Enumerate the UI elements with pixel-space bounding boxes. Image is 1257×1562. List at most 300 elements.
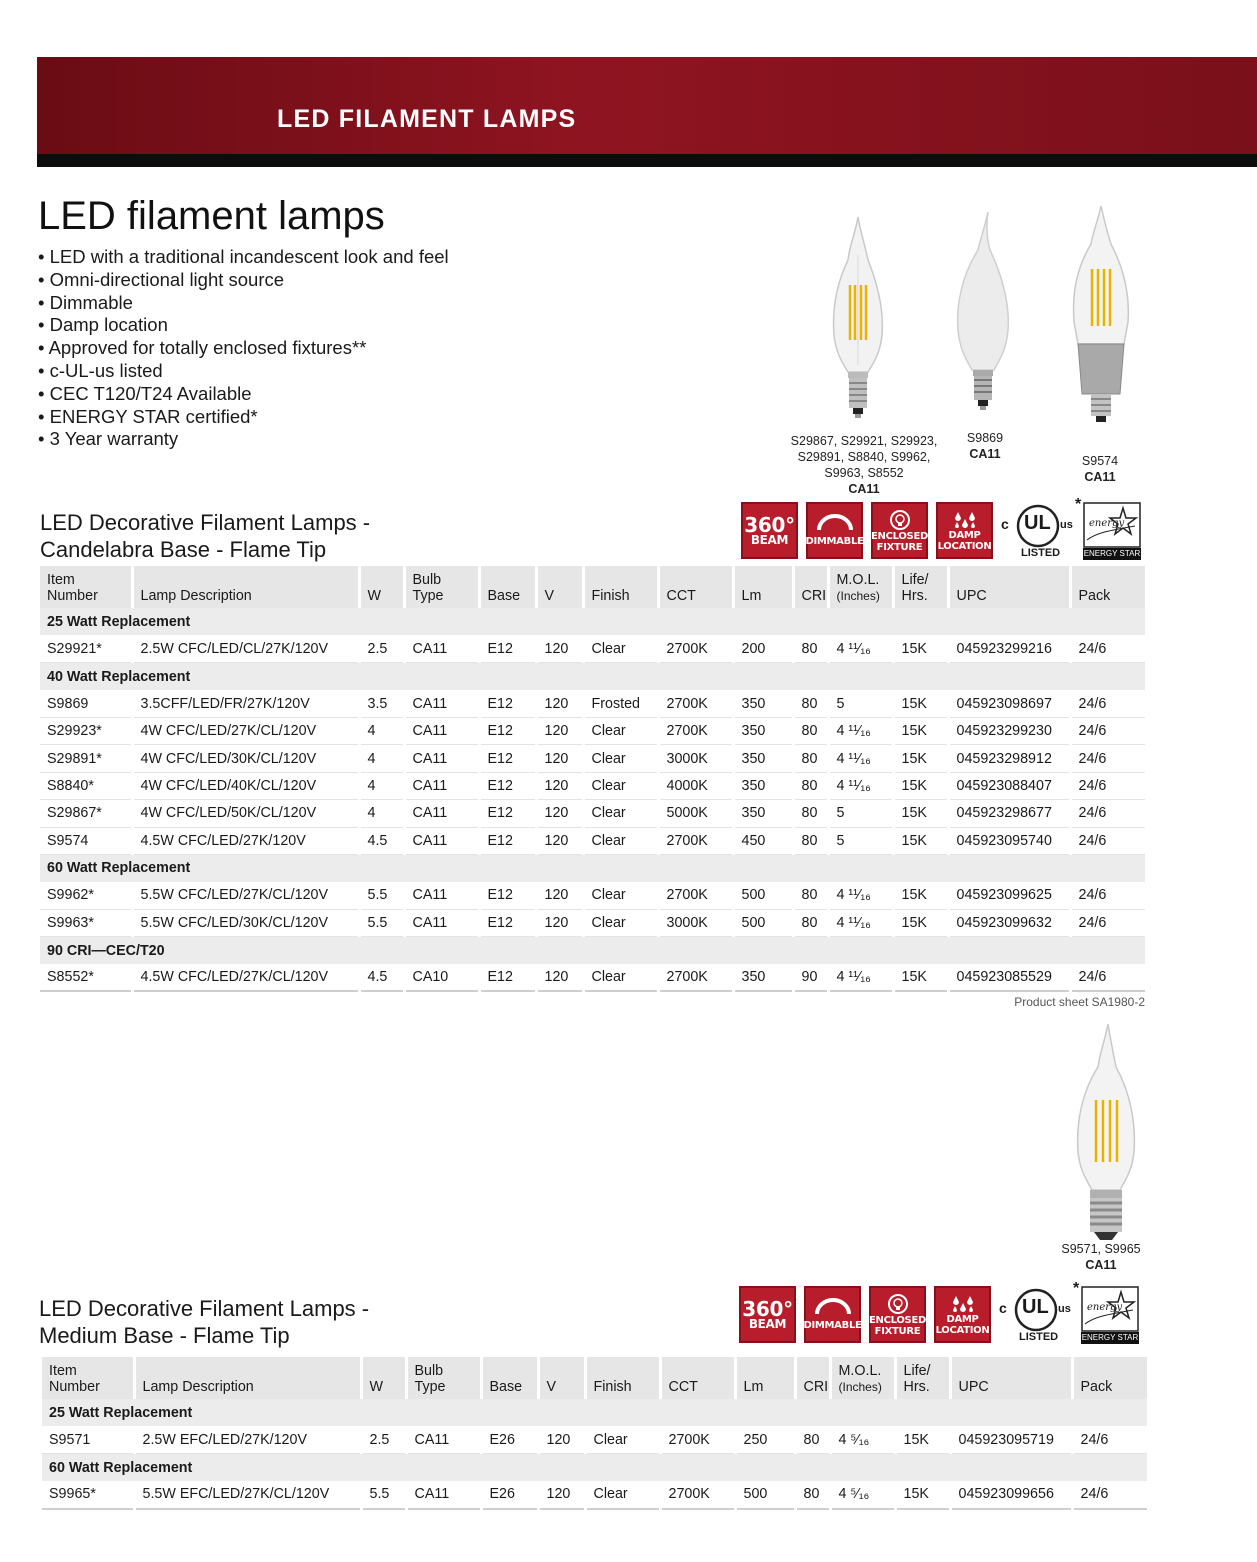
caption-type: CA11 <box>1084 470 1116 484</box>
cell-pack: 24/6 <box>1070 690 1145 717</box>
col-item-number: Item Number <box>40 566 132 608</box>
col-base: Base <box>479 566 536 608</box>
cell-finish: Clear <box>583 827 658 854</box>
beam-label: BEAM <box>750 533 789 547</box>
group-label: 40 Watt Replacement <box>40 663 1145 690</box>
cell-voltage: 120 <box>536 718 583 745</box>
cell-watts: 5.5 <box>361 1481 406 1508</box>
feature-item: • ENERGY STAR certified* <box>38 405 258 427</box>
cell-pack: 24/6 <box>1070 635 1145 662</box>
enclosed-fixture-badge <box>871 502 928 559</box>
group-header-row <box>42 1454 1147 1481</box>
group-label: 90 CRI—CEC/T20 <box>40 937 1145 964</box>
cell-bulb-type: CA11 <box>404 635 479 662</box>
cell-cri: 80 <box>795 1426 830 1453</box>
table-body <box>40 608 1145 991</box>
dimmable-badge <box>804 1286 861 1343</box>
cell-cri: 80 <box>793 745 828 772</box>
cell-base: E12 <box>479 772 536 799</box>
caption-line: S9869 <box>966 431 1004 445</box>
cell-cri: 80 <box>793 827 828 854</box>
cell-mol: 5 <box>828 800 893 827</box>
col-cct: CCT <box>658 566 733 608</box>
cell-life-hours: 15K <box>893 690 948 717</box>
cell-upc: 045923085529 <box>948 964 1070 991</box>
cell-lumens: 500 <box>735 1481 795 1508</box>
cell-item-number: S9963* <box>40 909 132 936</box>
cell-mol: 4 ⁵⁄₁₆ <box>830 1426 895 1453</box>
cell-bulb-type: CA11 <box>404 690 479 717</box>
cell-mol: 4 ¹¹⁄₁₆ <box>828 635 893 662</box>
feature-item: • Dimmable <box>38 291 133 313</box>
energy-script-label: energy <box>1089 518 1125 529</box>
cell-life-hours: 15K <box>893 745 948 772</box>
cell-bulb-type: CA11 <box>404 827 479 854</box>
caption-line: S9574 <box>1081 454 1119 468</box>
col-lumens: Lm <box>735 1357 795 1399</box>
cell-base: E12 <box>479 882 536 909</box>
cell-cct: 2700K <box>660 1481 735 1508</box>
cell-cct: 2700K <box>658 718 733 745</box>
col-pack: Pack <box>1070 566 1145 608</box>
col-base: Base <box>481 1357 538 1399</box>
col-cri: CRI <box>793 566 828 608</box>
c-ul-us-listed-mark <box>1001 502 1075 562</box>
clear-flame-bulb-image <box>828 215 888 420</box>
cell-pack: 24/6 <box>1070 800 1145 827</box>
feature-item: • LED with a traditional incandescent look and feel <box>38 246 449 267</box>
cell-cri: 80 <box>793 909 828 936</box>
cell-watts: 4 <box>359 745 404 772</box>
table-row <box>40 964 1145 991</box>
col-upc: UPC <box>950 1357 1072 1399</box>
cell-watts: 2.5 <box>361 1426 406 1453</box>
cell-lamp-description: 5.5W CFC/LED/30K/CL/120V <box>132 909 359 936</box>
cell-lamp-description: 4.5W CFC/LED/27K/CL/120V <box>132 964 359 991</box>
feature-item: • Approved for totally enclosed fixtures** <box>38 337 367 359</box>
spec-table-medium <box>42 1357 1147 1510</box>
cell-voltage: 120 <box>538 1426 585 1453</box>
cell-life-hours: 15K <box>893 635 948 662</box>
enclosed-fixture-icon <box>887 1293 909 1315</box>
page-title: LED filament lamps <box>38 194 385 238</box>
cell-cct: 2700K <box>658 882 733 909</box>
cell-watts: 4 <box>359 772 404 799</box>
cell-base: E12 <box>479 909 536 936</box>
cell-lamp-description: 4W CFC/LED/50K/CL/120V <box>132 800 359 827</box>
cell-watts: 4.5 <box>359 827 404 854</box>
cell-mol: 4 ¹¹⁄₁₆ <box>828 909 893 936</box>
col-finish: Finish <box>585 1357 660 1399</box>
section-title-line: LED Decorative Filament Lamps - <box>39 1296 370 1321</box>
cell-pack: 24/6 <box>1070 745 1145 772</box>
dimmer-arc-icon <box>813 1298 853 1316</box>
cell-item-number: S9571 <box>42 1426 134 1453</box>
ul-c-label: c <box>999 1300 1007 1316</box>
cell-lumens: 350 <box>733 745 793 772</box>
table-header-row <box>40 566 1145 608</box>
ul-listed-label: LISTED <box>1019 1331 1059 1343</box>
cell-life-hours: 15K <box>893 882 948 909</box>
cell-cct: 5000K <box>658 800 733 827</box>
c-ul-us-listed-mark <box>999 1286 1073 1346</box>
cell-lumens: 350 <box>733 718 793 745</box>
cell-bulb-type: CA11 <box>404 718 479 745</box>
table-row <box>40 909 1145 936</box>
cell-cri: 80 <box>793 718 828 745</box>
table-row <box>40 635 1145 662</box>
cell-watts: 4.5 <box>359 964 404 991</box>
cell-upc: 045923099625 <box>948 882 1070 909</box>
cell-bulb-type: CA11 <box>406 1481 481 1508</box>
section-title-line: LED Decorative Filament Lamps - <box>40 510 371 535</box>
section-title <box>39 1295 369 1349</box>
certification-badges <box>739 1280 1139 1346</box>
cell-mol: 4 ⁵⁄₁₆ <box>830 1481 895 1508</box>
silver-neck-flame-bulb-image <box>1066 204 1136 429</box>
cell-lumens: 450 <box>733 827 793 854</box>
enclosed-fixture-icon <box>889 509 911 531</box>
ul-listed-label: LISTED <box>1021 547 1061 559</box>
cell-voltage: 120 <box>538 1481 585 1508</box>
cell-base: E12 <box>479 718 536 745</box>
cell-pack: 24/6 <box>1070 964 1145 991</box>
damp-location-badge <box>934 1286 991 1343</box>
cell-upc: 045923299230 <box>948 718 1070 745</box>
cell-upc: 045923099656 <box>950 1481 1072 1508</box>
bulb-caption <box>782 433 946 497</box>
cell-upc: 045923298677 <box>948 800 1070 827</box>
table-row <box>40 882 1145 909</box>
cell-item-number: S9574 <box>40 827 132 854</box>
caption-type: CA11 <box>969 447 1001 461</box>
spec-table-candelabra <box>40 566 1145 992</box>
cell-cct: 3000K <box>658 909 733 936</box>
cell-pack: 24/6 <box>1070 827 1145 854</box>
cell-life-hours: 15K <box>893 718 948 745</box>
col-mol: M.O.L. (Inches) <box>828 566 893 608</box>
ul-label: UL <box>1024 512 1051 534</box>
enclosed-fixture-badge <box>869 1286 926 1343</box>
dimmable-label: DIMMABLE <box>803 1320 862 1331</box>
caption-type: CA11 <box>1085 1258 1117 1272</box>
col-lumens: Lm <box>733 566 793 608</box>
col-mol: M.O.L. (Inches) <box>830 1357 895 1399</box>
cell-lumens: 350 <box>733 690 793 717</box>
cell-upc: 045923095719 <box>950 1426 1072 1453</box>
cell-base: E12 <box>479 964 536 991</box>
energy-star-asterisk: * <box>1075 496 1082 513</box>
caption-line: S29891, S8840, S9962, <box>797 450 931 464</box>
cell-lumens: 350 <box>733 964 793 991</box>
cell-bulb-type: CA11 <box>404 882 479 909</box>
caption-line: S9963, S8552 <box>824 466 904 480</box>
cell-finish: Clear <box>583 772 658 799</box>
damp-label: DAMP <box>948 529 981 541</box>
section-title <box>40 509 370 563</box>
beam-degree: ° <box>785 513 795 537</box>
caption-line: S9571, S9965 <box>1061 1242 1141 1256</box>
damp-location-badge <box>936 502 993 559</box>
cell-voltage: 120 <box>536 745 583 772</box>
col-voltage: V <box>536 566 583 608</box>
dimmable-badge <box>806 502 863 559</box>
ul-c-label: c <box>1001 516 1009 532</box>
beam-number: 360 <box>744 513 786 537</box>
cell-finish: Clear <box>583 718 658 745</box>
group-label: 60 Watt Replacement <box>42 1454 1147 1481</box>
col-upc: UPC <box>948 566 1070 608</box>
table-row <box>40 690 1145 717</box>
energy-star-mark <box>1073 1280 1139 1346</box>
fixture-label: FIXTURE <box>876 541 923 553</box>
cell-cri: 80 <box>793 690 828 717</box>
cell-lamp-description: 4W CFC/LED/27K/CL/120V <box>132 718 359 745</box>
cell-watts: 5.5 <box>359 882 404 909</box>
cell-base: E12 <box>479 827 536 854</box>
cell-voltage: 120 <box>536 964 583 991</box>
location-label: LOCATION <box>935 1324 990 1336</box>
col-cct: CCT <box>660 1357 735 1399</box>
table-row <box>40 718 1145 745</box>
360-beam-badge <box>739 1286 796 1343</box>
cell-cct: 2700K <box>660 1426 735 1453</box>
beam-number: 360 <box>742 1297 784 1321</box>
cell-item-number: S29867* <box>40 800 132 827</box>
cell-cri: 80 <box>793 800 828 827</box>
feature-item: • c-UL-us listed <box>38 359 163 381</box>
frosted-flame-bulb-image <box>952 210 1014 415</box>
cell-bulb-type: CA11 <box>404 909 479 936</box>
cell-finish: Clear <box>583 800 658 827</box>
table-row <box>42 1481 1147 1508</box>
col-watts: W <box>359 566 404 608</box>
feature-item: • Damp location <box>38 314 168 336</box>
cell-base: E26 <box>481 1426 538 1453</box>
energy-star-label: ENERGY STAR <box>1081 1333 1139 1342</box>
cell-finish: Clear <box>583 882 658 909</box>
cell-base: E12 <box>479 635 536 662</box>
cell-lamp-description: 5.5W EFC/LED/27K/CL/120V <box>134 1481 361 1508</box>
cell-base: E12 <box>479 690 536 717</box>
col-bulb-type: Bulb Type <box>406 1357 481 1399</box>
cell-bulb-type: CA11 <box>404 745 479 772</box>
group-header-row <box>42 1399 1147 1426</box>
product-sheet-note: Product sheet SA1980-2 <box>1014 995 1145 1009</box>
cell-cct: 2700K <box>658 827 733 854</box>
group-header-row <box>40 937 1145 964</box>
section-title-line: Candelabra Base - Flame Tip <box>40 537 327 562</box>
energy-star-asterisk: * <box>1073 1280 1080 1297</box>
cell-pack: 24/6 <box>1070 718 1145 745</box>
cell-mol: 4 ¹¹⁄₁₆ <box>828 964 893 991</box>
cell-lumens: 500 <box>733 882 793 909</box>
cell-finish: Clear <box>583 909 658 936</box>
cell-finish: Clear <box>583 964 658 991</box>
beam-label: BEAM <box>748 1317 787 1331</box>
feature-list <box>38 246 449 451</box>
cell-finish: Clear <box>585 1426 660 1453</box>
medium-base-flame-bulb-image <box>1068 1022 1144 1244</box>
cell-life-hours: 15K <box>893 772 948 799</box>
col-life-hours: Life/ Hrs. <box>895 1357 950 1399</box>
cell-lamp-description: 2.5W EFC/LED/27K/120V <box>134 1426 361 1453</box>
cell-life-hours: 15K <box>893 800 948 827</box>
cell-pack: 24/6 <box>1072 1481 1147 1508</box>
water-drops-icon <box>948 1294 978 1314</box>
energy-script-label: energy <box>1087 1302 1123 1313</box>
cell-cct: 2700K <box>658 690 733 717</box>
table-row <box>40 772 1145 799</box>
cell-watts: 4 <box>359 718 404 745</box>
group-label: 25 Watt Replacement <box>40 608 1145 635</box>
col-lamp-description: Lamp Description <box>132 566 359 608</box>
cell-mol: 5 <box>828 690 893 717</box>
cell-upc: 045923099632 <box>948 909 1070 936</box>
cell-watts: 4 <box>359 800 404 827</box>
section-title-line: Medium Base - Flame Tip <box>39 1323 290 1348</box>
ul-label: UL <box>1022 1296 1049 1318</box>
water-drops-icon <box>950 510 980 530</box>
cell-lumens: 500 <box>733 909 793 936</box>
table-body <box>42 1399 1147 1509</box>
cell-upc: 045923098697 <box>948 690 1070 717</box>
cell-watts: 5.5 <box>359 909 404 936</box>
cell-bulb-type: CA11 <box>404 800 479 827</box>
cell-cct: 4000K <box>658 772 733 799</box>
energy-star-mark <box>1075 496 1141 562</box>
ul-us-label: us <box>1060 519 1073 531</box>
banner-title: LED FILAMENT LAMPS <box>277 105 577 133</box>
cell-mol: 4 ¹¹⁄₁₆ <box>828 745 893 772</box>
cell-lamp-description: 2.5W CFC/LED/CL/27K/120V <box>132 635 359 662</box>
cell-upc: 045923095740 <box>948 827 1070 854</box>
cell-upc: 045923088407 <box>948 772 1070 799</box>
cell-mol: 4 ¹¹⁄₁₆ <box>828 882 893 909</box>
energy-star-label: ENERGY STAR <box>1083 549 1141 558</box>
cell-lamp-description: 3.5CFF/LED/FR/27K/120V <box>132 690 359 717</box>
cell-voltage: 120 <box>536 800 583 827</box>
header-banner <box>37 57 1257 167</box>
cell-finish: Frosted <box>583 690 658 717</box>
caption-type: CA11 <box>848 482 880 496</box>
cell-voltage: 120 <box>536 909 583 936</box>
cell-voltage: 120 <box>536 882 583 909</box>
col-lamp-description: Lamp Description <box>134 1357 361 1399</box>
cell-cct: 3000K <box>658 745 733 772</box>
cell-finish: Clear <box>583 745 658 772</box>
cell-item-number: S29891* <box>40 745 132 772</box>
col-watts: W <box>361 1357 406 1399</box>
beam-degree: ° <box>783 1297 793 1321</box>
cell-item-number: S29921* <box>40 635 132 662</box>
cell-watts: 3.5 <box>359 690 404 717</box>
cell-life-hours: 15K <box>895 1426 950 1453</box>
dimmer-arc-icon <box>815 514 855 532</box>
enclosed-label: ENCLOSED <box>871 530 928 542</box>
cell-cct: 2700K <box>658 964 733 991</box>
cell-cri: 80 <box>793 635 828 662</box>
col-finish: Finish <box>583 566 658 608</box>
cell-upc: 045923298912 <box>948 745 1070 772</box>
cell-base: E26 <box>481 1481 538 1508</box>
group-label: 60 Watt Replacement <box>40 855 1145 882</box>
cell-pack: 24/6 <box>1070 772 1145 799</box>
ul-us-label: us <box>1058 1303 1071 1315</box>
cell-item-number: S8552* <box>40 964 132 991</box>
cell-bulb-type: CA11 <box>404 772 479 799</box>
cell-cri: 80 <box>795 1481 830 1508</box>
cell-voltage: 120 <box>536 772 583 799</box>
cell-watts: 2.5 <box>359 635 404 662</box>
table-row <box>40 827 1145 854</box>
cell-item-number: S9962* <box>40 882 132 909</box>
cell-item-number: S9965* <box>42 1481 134 1508</box>
col-voltage: V <box>538 1357 585 1399</box>
cell-pack: 24/6 <box>1070 909 1145 936</box>
bulb-caption <box>1068 453 1132 485</box>
cell-lumens: 350 <box>733 800 793 827</box>
cell-item-number: S29923* <box>40 718 132 745</box>
cell-bulb-type: CA10 <box>404 964 479 991</box>
col-life-hours: Life/ Hrs. <box>893 566 948 608</box>
cell-base: E12 <box>479 745 536 772</box>
group-header-row <box>40 855 1145 882</box>
certification-badges <box>741 496 1141 562</box>
cell-cri: 90 <box>793 964 828 991</box>
bulb-caption <box>955 430 1015 462</box>
table-header-row <box>42 1357 1147 1399</box>
cell-finish: Clear <box>583 635 658 662</box>
cell-life-hours: 15K <box>893 964 948 991</box>
col-pack: Pack <box>1072 1357 1147 1399</box>
damp-label: DAMP <box>946 1313 979 1325</box>
cell-voltage: 120 <box>536 635 583 662</box>
cell-cri: 80 <box>793 882 828 909</box>
cell-lamp-description: 4W CFC/LED/40K/CL/120V <box>132 772 359 799</box>
cell-voltage: 120 <box>536 690 583 717</box>
table-row <box>40 745 1145 772</box>
cell-voltage: 120 <box>536 827 583 854</box>
cell-cct: 2700K <box>658 635 733 662</box>
cell-bulb-type: CA11 <box>406 1426 481 1453</box>
location-label: LOCATION <box>937 540 992 552</box>
cell-pack: 24/6 <box>1070 882 1145 909</box>
cell-mol: 4 ¹¹⁄₁₆ <box>828 718 893 745</box>
360-beam-badge <box>741 502 798 559</box>
cell-upc: 045923299216 <box>948 635 1070 662</box>
cell-lamp-description: 4.5W CFC/LED/27K/120V <box>132 827 359 854</box>
cell-lamp-description: 4W CFC/LED/30K/CL/120V <box>132 745 359 772</box>
cell-mol: 4 ¹¹⁄₁₆ <box>828 772 893 799</box>
col-item-number: Item Number <box>42 1357 134 1399</box>
group-label: 25 Watt Replacement <box>42 1399 1147 1426</box>
caption-line: S29867, S29921, S29923, <box>790 434 938 448</box>
cell-item-number: S8840* <box>40 772 132 799</box>
banner-band <box>37 154 1257 167</box>
table-row <box>42 1426 1147 1453</box>
cell-life-hours: 15K <box>893 909 948 936</box>
fixture-label: FIXTURE <box>874 1325 921 1337</box>
feature-item: • Omni-directional light source <box>38 268 285 290</box>
bulb-caption <box>1055 1241 1147 1273</box>
col-cri: CRI <box>795 1357 830 1399</box>
cell-lumens: 250 <box>735 1426 795 1453</box>
cell-base: E12 <box>479 800 536 827</box>
cell-lumens: 200 <box>733 635 793 662</box>
cell-lamp-description: 5.5W CFC/LED/27K/CL/120V <box>132 882 359 909</box>
group-header-row <box>40 663 1145 690</box>
